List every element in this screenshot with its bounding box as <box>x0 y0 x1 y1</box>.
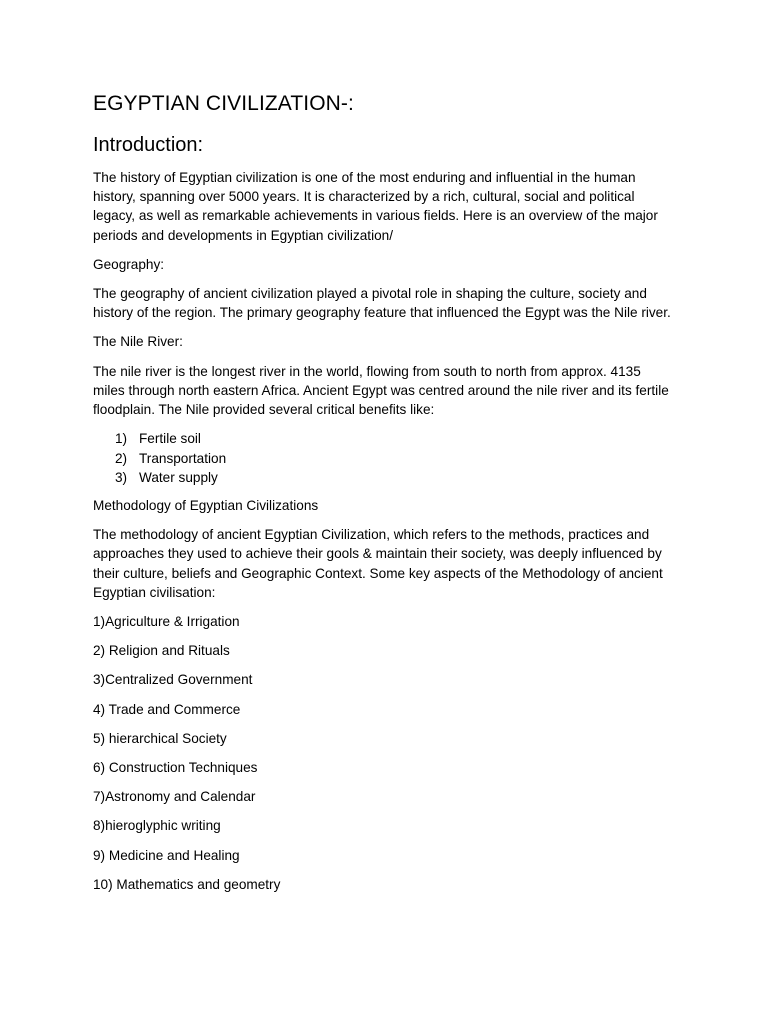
methodology-aspect-item: 10) Mathematics and geometry <box>93 876 281 892</box>
list-item <box>115 449 675 469</box>
list-item-text: Fertile soil <box>139 431 201 447</box>
methodology-heading: Methodology of Egyptian Civilizations <box>93 498 319 514</box>
methodology-aspect-item: 5) hierarchical Society <box>93 730 227 746</box>
methodology-aspect-item: 8)hieroglyphic writing <box>93 818 221 834</box>
list-item-number: 3) <box>115 470 128 486</box>
methodology-paragraph: The methodology of ancient Egyptian Civilization, which refers to the methods, practices and approaches they used to achieve their gools & maintain their society, was deeply influenced by their culture, beliefs and Geographic Context. Some key aspects of the Methodology of ancient Egyptian civilisation: <box>93 527 663 600</box>
list-item <box>115 429 675 449</box>
methodology-aspect-item: 7)Astronomy and Calendar <box>93 789 256 805</box>
introduction-paragraph: The history of Egyptian civilization is one of the most enduring and influential in the human history, spanning over 5000 years. It is characterized by a rich, cultural, social and political legacy, as well as remarkable achievements in various fields. Here is an overview of the major periods and developments in Egyptian civilization/ <box>93 170 658 243</box>
methodology-aspect-item: 4) Trade and Commerce <box>93 701 241 717</box>
geography-paragraph: The geography of ancient civilization played a pivotal role in shaping the culture, society and history of the region. The primary geography feature that influenced the Egypt was the Nile river. <box>93 286 671 321</box>
list-item-number: 1) <box>115 431 128 447</box>
list-item-number: 2) <box>115 450 128 466</box>
methodology-aspect-item: 2) Religion and Rituals <box>93 643 230 659</box>
methodology-aspect-item: 6) Construction Techniques <box>93 760 258 776</box>
methodology-aspect-item: 1)Agriculture & Irrigation <box>93 614 240 630</box>
list-item <box>115 468 675 488</box>
document-title: EGYPTIAN CIVILIZATION-: <box>93 92 354 115</box>
nile-river-heading: The Nile River: <box>93 334 183 350</box>
list-item-text: Transportation <box>139 450 227 466</box>
geography-heading: Geography: <box>93 256 165 272</box>
methodology-aspect-item: 3)Centralized Government <box>93 672 253 688</box>
nile-benefits-list <box>93 429 675 488</box>
introduction-heading: Introduction: <box>93 134 204 156</box>
methodology-aspect-item: 9) Medicine and Healing <box>93 847 240 863</box>
list-item-text: Water supply <box>139 470 218 486</box>
nile-river-paragraph: The nile river is the longest river in the world, flowing from south to north from approx. 4135 miles through north eastern Africa. Ancient Egypt was centred around the nile river and its fertile floodplain. The Nile provided several critical benefits like: <box>93 363 669 418</box>
